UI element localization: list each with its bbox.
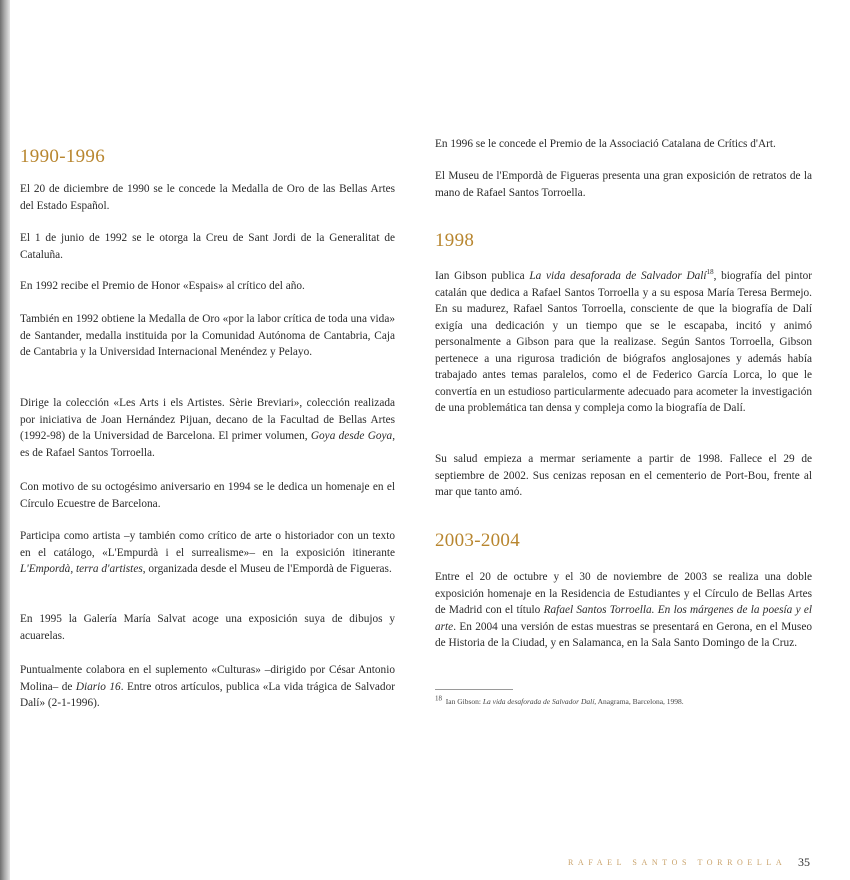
paragraph-octogesimo-aniversario: Con motivo de su octogésimo aniversario en 1994 se le dedica un homenaje en el Círculo Ecuestre de Barcelona.	[20, 481, 395, 510]
paragraph-creu-sant-jordi: El 1 de junio de 1992 se le otorga la Creu de Sant Jordi de la Generalitat de Cataluña.	[20, 232, 395, 261]
footnote-divider	[435, 689, 513, 690]
paragraph-coleccion-breviari: Dirige la colección «Les Arts i els Artistes. Sèrie Breviari», colección realizada por iniciativa de Joan Hernández Pijuan, decano de la Facultad de Bellas Artes (1992-98) de la Universidad de Barcelona. El primer volumen, Goya desde Goya, es de Rafael Santos Torroella.	[20, 397, 396, 459]
footnote-18: $^{18}$ Ian Gibson: La vida desaforada de Salvador Dalí, Anagrama, Barcelona, 1998.	[435, 694, 684, 706]
paragraph-premio-espais: En 1992 recibe el Premio de Honor «Espais» al crítico del año.	[20, 280, 305, 292]
section-heading-2003-2004: 2003-2004	[435, 530, 521, 551]
paragraph-museu-emporda: El Museu de l'Empordà de Figueras presenta una gran exposición de retratos de la mano de Rafael Santos Torroella.	[435, 170, 812, 199]
paragraph-emporda-exposicion: Participa como artista –y también como crítico de arte o historiador con un texto en el catálogo, «L'Empurdà i el surrealisme»– en la exposición itinerante L'Empordà, terra d'artistes, organizada desde el Museu de l'Empordà de Figueras.	[20, 530, 395, 575]
page-number: 35	[798, 855, 810, 869]
paragraph-culturas-diario16: Puntualmente colabora en el suplemento «Culturas» –dirigido por César Antonio Molina– de Diario 16. Entre otros artículos, publica «La vida trágica de Salvador Dalí» (2-1-1996).	[20, 664, 395, 709]
page-gutter-shadow	[0, 0, 10, 880]
section-heading-1990-1996: 1990-1996	[20, 146, 106, 167]
paragraph-medalla-oro: El 20 de diciembre de 1990 se le concede la Medalla de Oro de las Bellas Artes del Estado Español.	[20, 183, 395, 212]
running-footer-title: RAFAEL SANTOS TORROELLA	[568, 858, 787, 867]
section-heading-1998: 1998	[435, 230, 475, 251]
footnote-reference-18[interactable]: 18	[706, 268, 714, 277]
paragraph-galeria-salvat: En 1995 la Galería María Salvat acoge una exposición suya de dibujos y acuarelas.	[20, 613, 395, 642]
paragraph-ian-gibson: Ian Gibson publica La vida desaforada de Salvador Dalí$^{18}$, biografía del pintor catalán que dedica a Rafael Santos Torroella y a su esposa María Teresa Bermejo. En su madurez, Rafael Santos Torroella, consciente de que la biografía de Dalí exigía una dedicación y un tiempo que se le escapaba, incitó y animó personalmente a Gibson para que la realizase. Según Santos Torroella, Gibson pertenece a una rigurosa tradición de biógrafos anglosajones y además había trabajado antes temas paralelos, como el de Federico García Lorca, lo que le convertía en un estudioso particularmente adecuado para acometer la investigación de una problemática tan densa y compleja como la biografía de Dalí.	[435, 268, 812, 414]
paragraph-exposicion-homenaje: Entre el 20 de octubre y el 30 de noviembre de 2003 se realiza una doble exposición homenaje en la Residencia de Estudiantes y el Círculo de Bellas Artes de Madrid con el título Rafael Santos Torroella. En los márgenes de la poesía y el arte. En 2004 una versión de estas muestras se presentará en Gerona, en el Museo de Historia de la Ciudad, y en Salamanca, en la Sala Santo Domingo de la Cruz.	[435, 571, 813, 649]
paragraph-premio-criticos: En 1996 se le concede el Premio de la Associació Catalana de Crítics d'Art.	[435, 138, 776, 150]
paragraph-fallecimiento: Su salud empieza a mermar seriamente a partir de 1998. Fallece el 29 de septiembre de 2002. Sus cenizas reposan en el cementerio de Port-Bou, frente al mar que tanto amó.	[435, 453, 812, 498]
paragraph-medalla-santander: También en 1992 obtiene la Medalla de Oro «por la labor crítica de toda una vida» de Santander, medalla instituida por la Comunidad Autónoma de Cantabria, Caja de Cantabria y la Universidad Internacional Menéndez y Pelayo.	[20, 313, 395, 358]
